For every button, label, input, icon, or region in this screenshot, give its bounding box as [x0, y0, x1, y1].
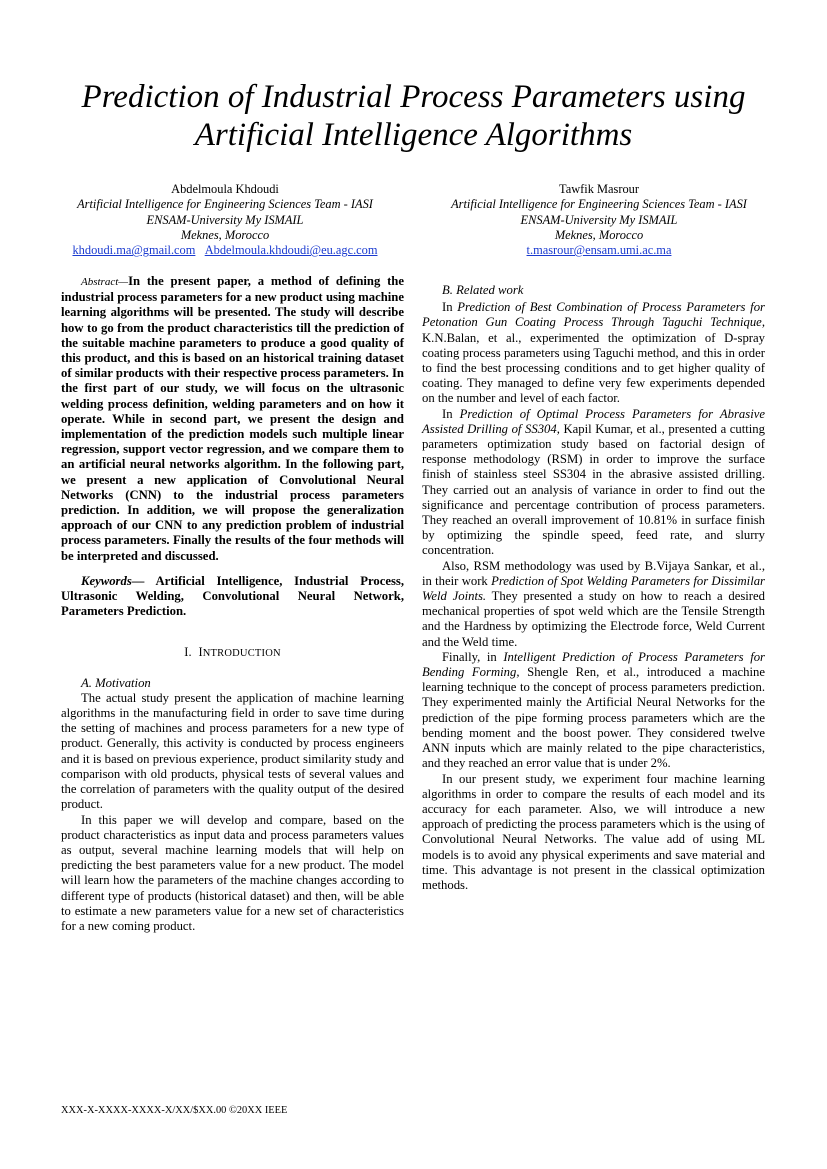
text-run: In [442, 406, 460, 421]
cited-title: Prediction of Best Combination of Process Parameters for Petonation Gun Coating Process Through Taguchi Technique, [422, 300, 765, 330]
text-run: K.N.Balan, et al., experimented the optimization of D-spray coating process parameters using Taguchi method, and this in order to find the best processing conditions and to get higher quality of coating. They managed to define very few experiments depended on the number and level of each factor. [422, 330, 765, 406]
paper-title [40, 78, 787, 154]
paragraph: In our present study, we experiment four machine learning algorithms in order to compare the results of each model and its accuracy for each parameter. Also, we will introduce a new approach of predicting the process parameters which is the using of Convolutional Neural Networks. The value add of using ML models is to avoid any physical experiments and save material and time. This advantage is not present in the classical optimization methods. [422, 771, 765, 892]
author-city: Meknes, Morocco [180, 227, 270, 242]
right-column [422, 274, 765, 893]
text-run: Finally, in [442, 649, 504, 664]
title-line-2: Artificial Intelligence Algorithms [194, 117, 633, 153]
email-link-2[interactable]: Abdelmoula.khdoudi@eu.agc.com [204, 243, 378, 258]
author-block-2 [429, 182, 769, 258]
subsection-heading-related-work: B. Related work [442, 283, 524, 297]
author-team: Artificial Intelligence for Engineering Sciences Team - IASI [77, 197, 373, 212]
abstract-label: Abstract— [81, 276, 129, 288]
cited-title: Prediction of Optimal Process Parameters for Abrasive Assisted Drilling of SS304, [422, 406, 765, 436]
cited-title: Prediction of Spot Welding Parameters for Dissimilar Weld Joints. [422, 573, 765, 604]
section-number: I. [184, 645, 192, 660]
copyright-footer: XXX-X-XXXX-XXXX-X/XX/$XX.00 ©20XX IEEE [61, 1105, 288, 1116]
text-run: Shengle Ren, et al., introduced a machine learning technique to the concept of process parameters prediction. They experimented mainly the Artificial Neural Networks for the prediction of the pipe forming process parameters which are the bending moment and the boost power. They considered twelve ANN inputs which are mainly related to the pipe characteristics, and they reached an error value that is under 2%. [422, 665, 765, 771]
email-link-1[interactable]: khdoudi.ma@gmail.com [72, 243, 196, 258]
section-heading-introduction [61, 645, 404, 661]
author-emails [429, 243, 769, 258]
paragraph: The actual study present the application of machine learning algorithms in the manufacturing field in order to save time during the setting of machines and process parameters for a new type of product. Generally, this activity is conducted by process engineers and it is based on previous experience, product similarity study and comparison with old products, physical tests of several values and the correlation of parameters with the quality output of the desired product. [61, 690, 404, 812]
section-title-initial: I [198, 645, 203, 660]
paragraph [422, 300, 765, 406]
author-team: Artificial Intelligence for Engineering Sciences Team - IASI [451, 197, 747, 212]
cited-title: Intelligent Prediction of Process Parameters for Bending Forming, [422, 649, 765, 680]
left-column [61, 274, 404, 934]
author-city: Meknes, Morocco [554, 227, 644, 242]
author-emails [55, 243, 395, 258]
author-university: ENSAM-University My ISMAIL [146, 212, 304, 227]
keywords [61, 574, 404, 620]
abstract-text: In the present paper, a method of defining the industrial process parameters for a new product using machine learning algorithms will be presented. The study will describe how to go from the product characteristics till the prediction of the suitable machine parameters to produce a good quality of this product, and this is based on an historical training dataset of similar products with their respective process parameters. In the first part of our study, we will focus on the ultrasonic welding process definition, welding parameters and on how it operate. While in second part, we present the design and implementation of the prediction models such multiple linear regression, support vector regression, and we compare them to an artificial neural networks algorithm. In the following part, we present a new application of Convolutional Neural Networks (CNN) to the industrial process parameters prediction. In addition, we will propose the generalization approach of our CNN to any prediction problem of industrial process parameters. Finally the results of the four methods will be interpreted and discussed. [61, 274, 404, 563]
author-university: ENSAM-University My ISMAIL [520, 212, 678, 227]
abstract [61, 274, 404, 564]
title-line-1: Prediction of Industrial Process Parameters using [81, 79, 746, 115]
text-run: Also, RSM methodology was used by B.Vijaya Sankar, et al., in their work [422, 558, 765, 588]
text-run: They presented a study on how to reach a desired mechanical properties of spot weld which are the Tensile Strength and the Hardness by optimizing the Electrode force, Weld Current and the Weld time. [422, 589, 765, 649]
keywords-text: Artificial Intelligence, Industrial Process, Ultrasonic Welding, Convolutional Neural Network, Parameters Prediction. [61, 573, 404, 619]
paragraph [422, 650, 765, 772]
section-title-rest: NTRODUCTION [202, 648, 281, 660]
author-block-1 [55, 182, 395, 258]
subsection-heading-motivation: A. Motivation [81, 675, 151, 690]
keywords-label: Keywords— [81, 573, 145, 588]
text-run: In [442, 300, 458, 315]
author-name: Abdelmoula Khdoudi [171, 182, 279, 196]
author-name: Tawfik Masrour [559, 182, 639, 196]
text-run: Kapil Kumar, et al., presented a cutting parameters optimization study based on factorial design of response methodology (RSM) in order to improve the surface finish of stainless steel SS304 in the abrasive assisted drilling. They carried out an analysis of variance in order to find out the significance and percentage contribution of process parameters. They reached an overall improvement of 10.81% in surface finish by optimizing the spindle speed, feed rate, and slurry concentration. [422, 421, 765, 558]
paragraph: In this paper we will develop and compare, based on the product characteristics as input data and process parameters values as output, several machine learning models that will help on predicting the best parameters value for a new product. The model will learn how the parameters of the machine changes according to different type of products (historical dataset) and then, will be able to estimate a new parameters value for a new set of characteristics for a new coming product. [61, 812, 404, 933]
paragraph [422, 559, 765, 650]
email-link-1[interactable]: t.masrour@ensam.umi.ac.ma [526, 243, 672, 258]
paragraph [422, 407, 765, 559]
